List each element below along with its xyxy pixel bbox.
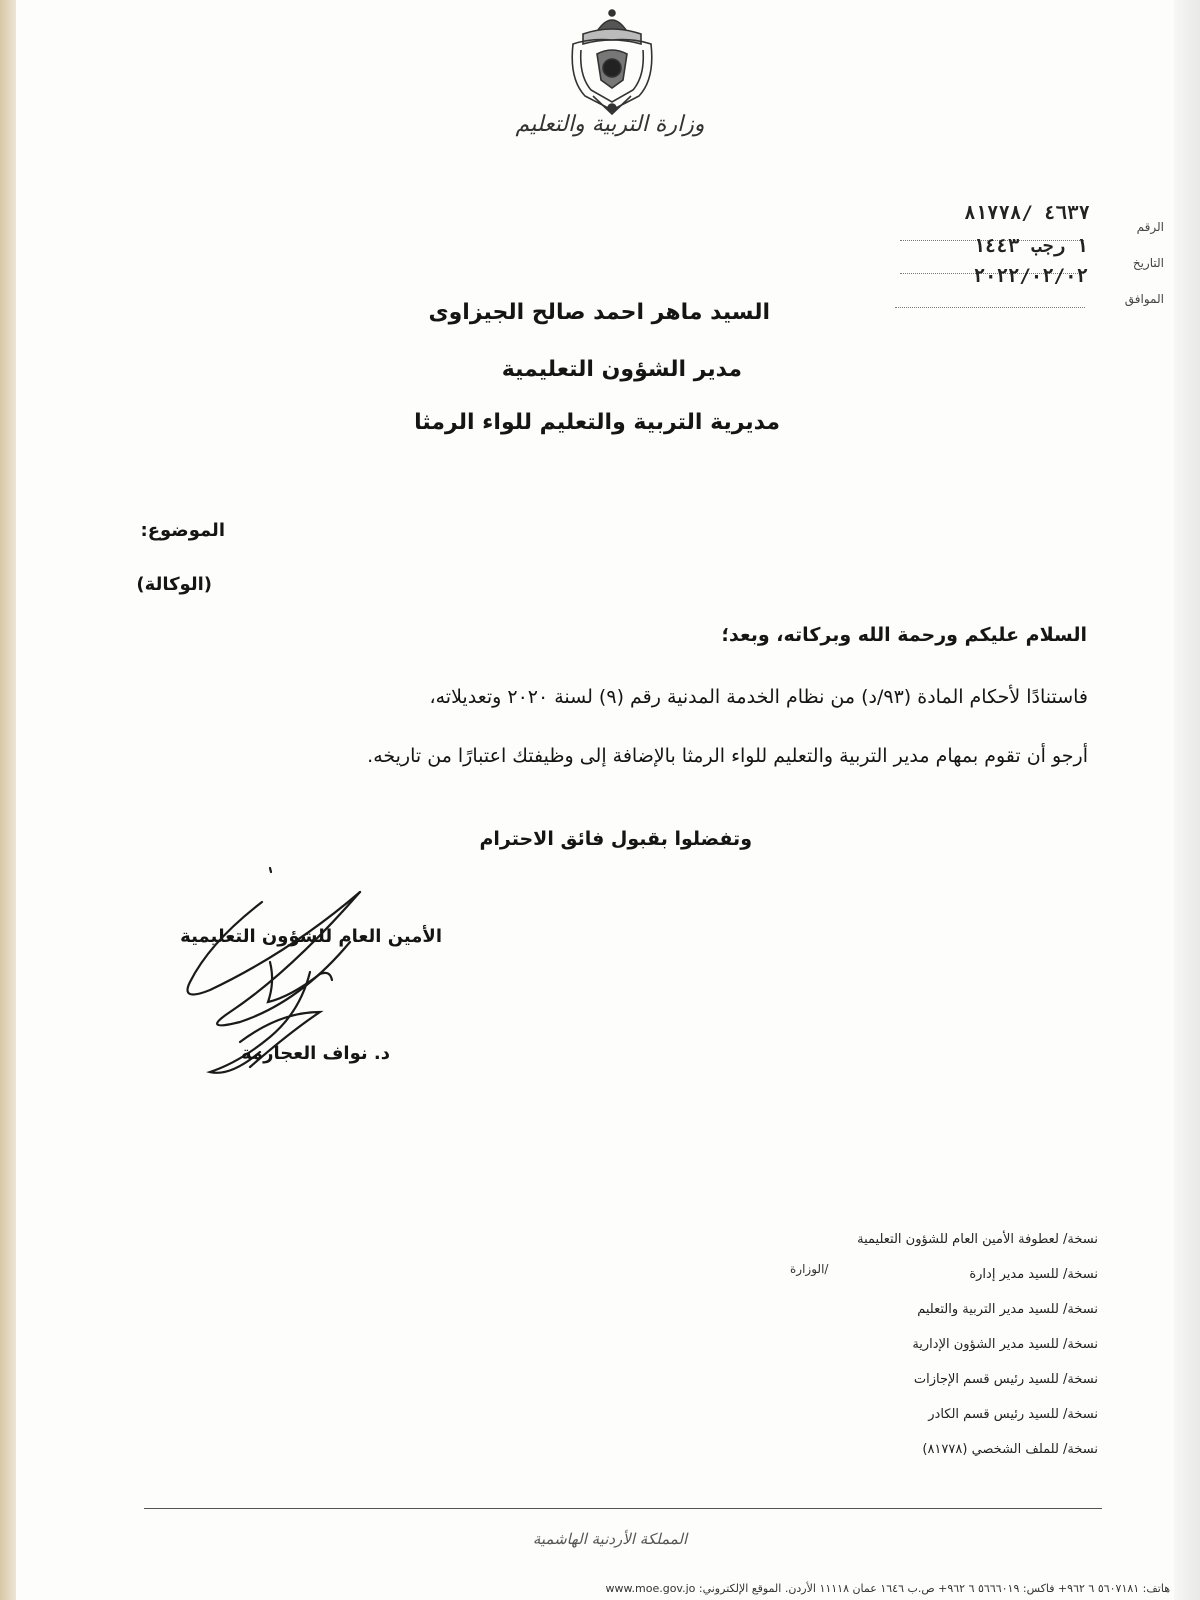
greeting: السلام عليكم ورحمة الله وبركاته، وبعد؛ [721, 624, 1087, 646]
paper-edge [0, 0, 16, 1600]
addressee-directorate: مديرية التربية والتعليم للواء الرمثا [414, 410, 780, 435]
reference-number: ٤٦٣٧ /٨١٧٧٨ [964, 202, 1090, 224]
page-shadow [1174, 0, 1200, 1600]
addressee-position: مدير الشؤون التعليمية [501, 357, 742, 382]
coat-of-arms-icon [563, 4, 661, 116]
signatory-name: د. نواف العجارمة [241, 1043, 390, 1064]
copy-item: نسخة/ للسيد مدير التربية والتعليم [917, 1302, 1098, 1317]
copy-ministry-note: /الوزارة [790, 1262, 829, 1276]
subject-value: (الوكالة) [136, 574, 212, 595]
copy-item: نسخة/ للسيد مدير إدارة [969, 1267, 1098, 1282]
footer-country: المملكة الأردنية الهاشمية [532, 1530, 688, 1548]
footer-divider [144, 1508, 1102, 1509]
ministry-name: وزارة التربية والتعليم [515, 112, 705, 137]
gregorian-date-label: الموافق [1124, 292, 1164, 306]
copy-item: نسخة/ لعطوفة الأمين العام للشؤون التعليمية [857, 1232, 1098, 1247]
addressee-name: السيد ماهر احمد صالح الجيزاوى [428, 300, 770, 325]
gregorian-dotted-line [895, 307, 1085, 308]
footer-website-link[interactable]: www.moe.gov.jo [605, 1582, 696, 1595]
copies-list [798, 1228, 1098, 1473]
copy-item: نسخة/ للسيد رئيس قسم الكادر [928, 1407, 1098, 1422]
footer-contact-text: هاتف: ٥٦٠٧١٨١ ٦ ٩٦٢+ فاكس: ٥٦٦٦٠١٩ ٦ ٩٦٢+ ص.ب ١٦٤٦ عمان ١١١١٨ الأردن. الموقع الإلكتروني: [698, 1582, 1170, 1595]
closing-phrase: وتفضلوا بقبول فائق الاحترام [479, 828, 752, 850]
reference-label: الرقم [1136, 220, 1164, 234]
body-line-1: فاستنادًا لأحكام المادة (٩٣/د) من نظام الخدمة المدنية رقم (٩) لسنة ٢٠٢٠ وتعديلاته، [429, 686, 1088, 708]
date-label: التاريخ [1132, 256, 1164, 270]
date-hijri: ١ رجب ١٤٤٣ [973, 235, 1088, 257]
copy-item: نسخة/ للسيد رئيس قسم الإجازات [913, 1372, 1098, 1387]
signatory-title: الأمين العام للشؤون التعليمية [180, 926, 442, 947]
footer-contact [200, 1582, 1170, 1595]
subject-label: الموضوع: [140, 520, 225, 541]
body-line-2: أرجو أن تقوم بمهام مدير التربية والتعليم للواء الرمثا بالإضافة إلى وظيفتك اعتبارًا من تاريخه. [367, 745, 1088, 767]
copy-item: نسخة/ للملف الشخصي (٨١٧٧٨) [922, 1442, 1098, 1457]
date-gregorian: ٢٠٢٢/٠٢/٠٢ [973, 265, 1088, 287]
copy-item: نسخة/ للسيد مدير الشؤون الإدارية [912, 1337, 1098, 1352]
